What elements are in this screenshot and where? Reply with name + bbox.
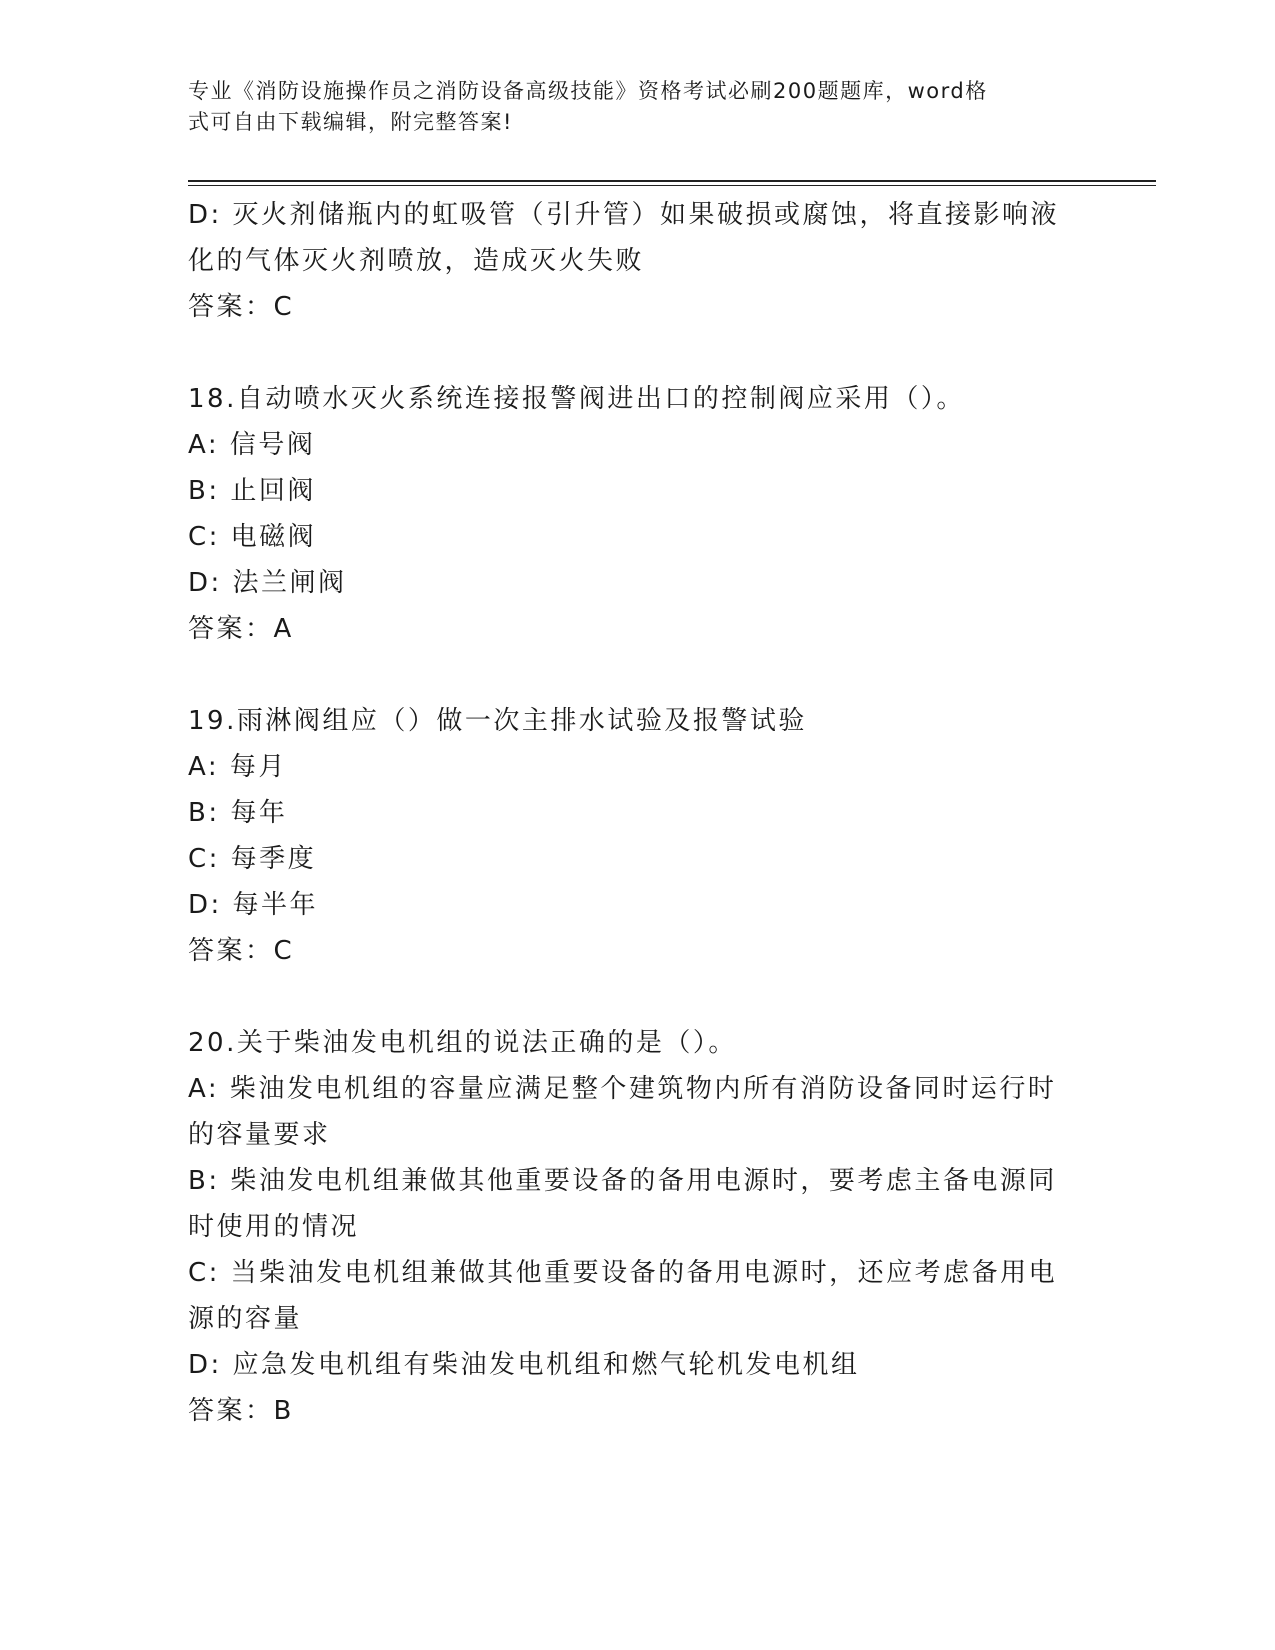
question-stem: 18.自动喷水灭火系统连接报警阀进出口的控制阀应采用（）。 — [188, 384, 965, 414]
question-18 — [188, 376, 1088, 652]
option-a: A: 信号阀 — [188, 430, 316, 460]
document-header — [188, 76, 1068, 138]
question-17-tail — [188, 192, 1088, 330]
answer: 答案：C — [188, 936, 295, 966]
question-list — [188, 192, 1088, 1434]
question-20 — [188, 1020, 1088, 1434]
header-divider-thick — [188, 180, 1156, 182]
option-d: D: 每半年 — [188, 890, 319, 920]
option-b-continued: 时使用的情况 — [188, 1212, 360, 1242]
option-d: D: 应急发电机组有柴油发电机组和燃气轮机发电机组 — [188, 1350, 860, 1380]
option-d: D: 灭火剂储瓶内的虹吸管（引升管）如果破损或腐蚀，将直接影响液 — [188, 200, 1060, 230]
option-b: B: 止回阀 — [188, 476, 316, 506]
option-c: C: 电磁阀 — [188, 522, 317, 552]
answer: 答案：B — [188, 1396, 294, 1426]
question-stem: 20.关于柴油发电机组的说法正确的是（）。 — [188, 1028, 737, 1058]
option-c: C: 当柴油发电机组兼做其他重要设备的备用电源时，还应考虑备用电 — [188, 1258, 1058, 1288]
option-a: A: 每月 — [188, 752, 287, 782]
option-b: B: 柴油发电机组兼做其他重要设备的备用电源时，要考虑主备电源同 — [188, 1166, 1057, 1196]
option-a: A: 柴油发电机组的容量应满足整个建筑物内所有消防设备同时运行时 — [188, 1074, 1057, 1104]
question-19 — [188, 698, 1088, 974]
option-a-continued: 的容量要求 — [188, 1120, 331, 1150]
option-c-continued: 源的容量 — [188, 1304, 303, 1334]
option-b: B: 每年 — [188, 798, 288, 828]
option-c: C: 每季度 — [188, 844, 317, 874]
option-d-continued: 化的气体灭火剂喷放，造成灭火失败 — [188, 246, 645, 276]
answer: 答案：C — [188, 292, 295, 322]
option-d: D: 法兰闸阀 — [188, 568, 347, 598]
question-stem: 19.雨淋阀组应（）做一次主排水试验及报警试验 — [188, 706, 807, 736]
header-line-1: 专业《消防设施操作员之消防设备高级技能》资格考试必刷200题题库，word格 — [188, 79, 988, 103]
answer: 答案：A — [188, 614, 294, 644]
header-divider-thin — [188, 185, 1156, 186]
header-line-2: 式可自由下载编辑，附完整答案! — [188, 110, 513, 134]
